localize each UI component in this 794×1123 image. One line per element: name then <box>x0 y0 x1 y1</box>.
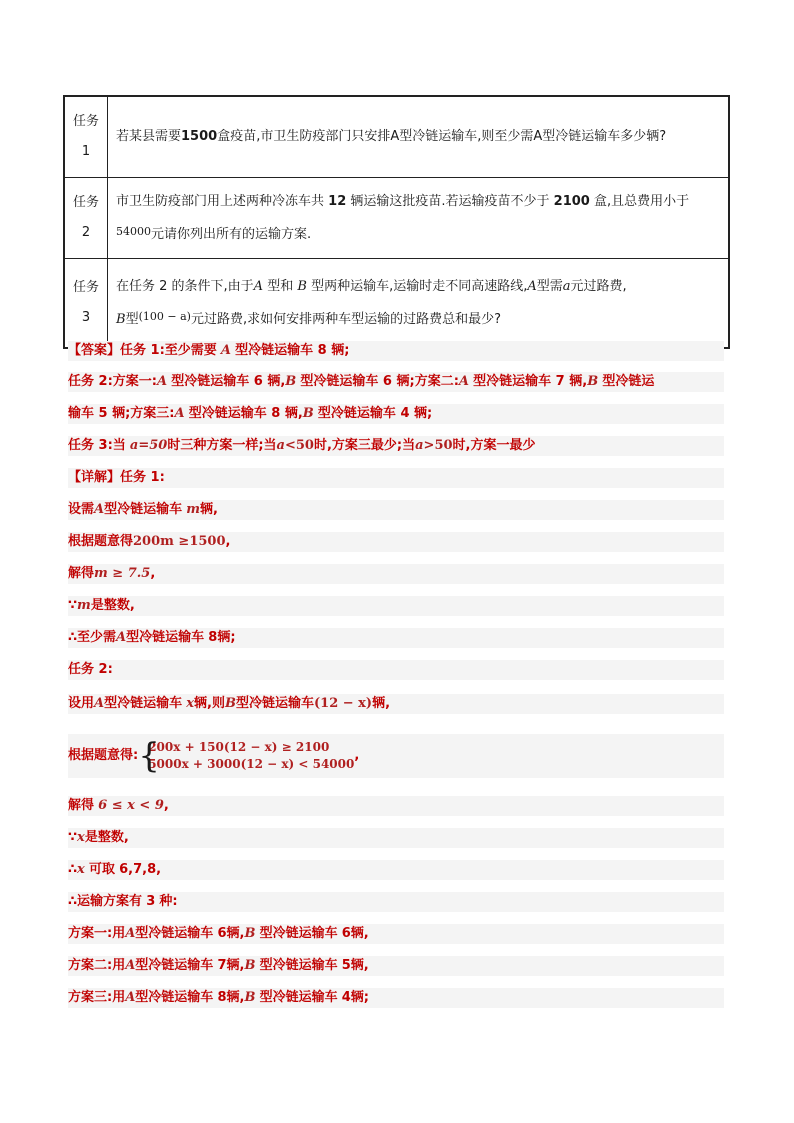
answer-line-1: 【答案】任务 1:至少需要 A 型冷链运输车 8 辆; <box>68 341 724 361</box>
task-table <box>63 95 730 349</box>
detail-line-8: 根据题意得: { 200x + 150(12 − x) ≥ 2100 5000x + 3000(12 − x) < 54000 , <box>68 734 724 778</box>
task-row-3 <box>64 259 729 349</box>
task-content-2: 市卫生防疫部门用上述两种冷冻车共 12 辆运输这批疫苗.若运输疫苗不少于 2100 盒,且总费用小于 $^{54000}$元请你列出所有的运输方案. <box>108 178 730 259</box>
equation-system: { 200x + 150(12 − x) ≥ 2100 5000x + 3000(12 − x) < 54000 <box>138 735 355 776</box>
task-content-3: 在任务 2 的条件下,由于A 型和 B 型两种运输车,运输时走不同高速路线,A型需a元过路费, B型$^{(100 - a)}$元过路费,求如何安排两种车型运输的过路费总和最少? <box>108 259 730 349</box>
detail-line-12: ∴运输方案有 3 种: <box>68 892 724 912</box>
detail-line-5: ∴至少需A型冷链运输车 8辆; <box>68 628 724 648</box>
detail-line-11: ∴x 可取 6,7,8, <box>68 860 724 880</box>
detail-heading: 【详解】任务 1: <box>68 468 724 488</box>
task-label-2: 任务 2 <box>64 178 108 259</box>
task-row-2 <box>64 178 729 259</box>
detail-line-1: 设需A型冷链运输车 m辆, <box>68 500 724 520</box>
detail-line-15: 方案三:用A型冷链运输车 8辆,B 型冷链运输车 4辆; <box>68 988 724 1008</box>
detail-line-10: ∵x是整数, <box>68 828 724 848</box>
detail-line-14: 方案二:用A型冷链运输车 7辆,B 型冷链运输车 5辆, <box>68 956 724 976</box>
detail-line-13: 方案一:用A型冷链运输车 6辆,B 型冷链运输车 6辆, <box>68 924 724 944</box>
detail-line-9: 解得 6 ≤ x < 9, <box>68 796 724 816</box>
detail-line-6: 任务 2: <box>68 660 724 680</box>
answer-line-3: 输车 5 辆;方案三:A 型冷链运输车 8 辆,B 型冷链运输车 4 辆; <box>68 404 724 424</box>
task-label-3: 任务 3 <box>64 259 108 349</box>
detail-line-4: ∵m是整数, <box>68 596 724 616</box>
detail-line-7: 设用A型冷链运输车 x辆,则B型冷链运输车(12 − x)辆, <box>68 694 724 714</box>
answer-line-4: 任务 3:当 a=50时三种方案一样;当a<50时,方案三最少;当a>50时,方案一最少 <box>68 436 724 456</box>
answer-line-2: 任务 2:方案一:A 型冷链运输车 6 辆,B 型冷链运输车 6 辆;方案二:A 型冷链运输车 7 辆,B 型冷链运 <box>68 372 724 392</box>
detail-line-2: 根据题意得200m ≥1500, <box>68 532 724 552</box>
task-label-1: 任务 1 <box>64 96 108 178</box>
task-content-1: 若某县需要1500盒疫苗,市卫生防疫部门只安排A型冷链运输车,则至少需A型冷链运输车多少辆? <box>108 96 730 178</box>
detail-line-3: 解得m ≥ 7.5, <box>68 564 724 584</box>
task-row-1 <box>64 96 729 178</box>
